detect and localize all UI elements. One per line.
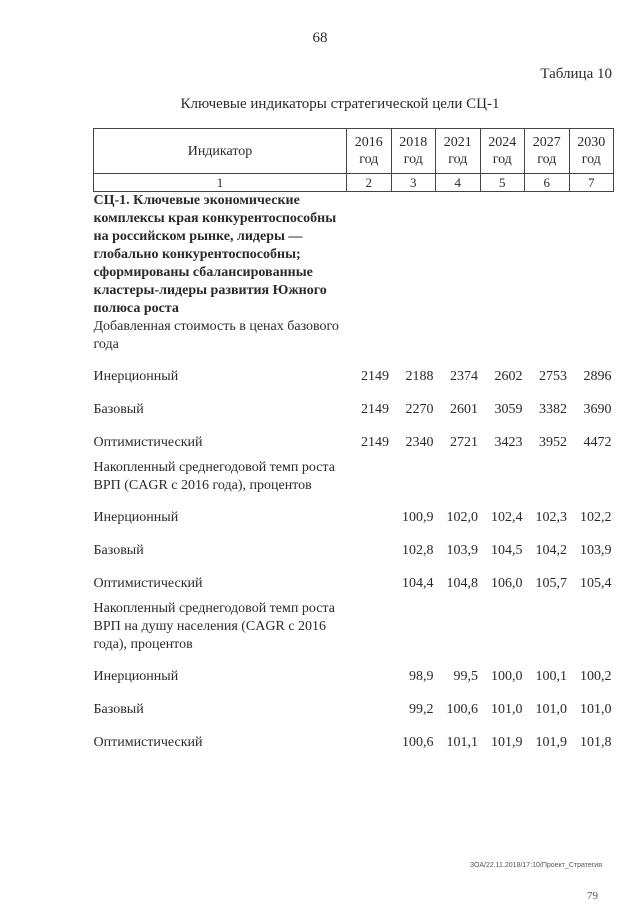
table-cell: 100,6: [446, 701, 478, 717]
indicators-table: [93, 128, 614, 759]
table-cell: 104,2: [535, 542, 567, 558]
table-cell: 2374: [450, 368, 478, 384]
section-title-row: [94, 600, 614, 654]
table-cell: 106,0: [491, 575, 523, 591]
table-cell: 2149: [361, 368, 389, 384]
table-cell: 3690: [583, 401, 612, 417]
scenario-label: Оптимистический: [93, 575, 203, 591]
table-cell: 102,8: [402, 542, 434, 558]
table-cell: 2602: [494, 368, 523, 384]
table-cell: 101,8: [580, 734, 612, 750]
column-number: 2: [347, 174, 392, 192]
table-cell: 105,4: [580, 575, 612, 591]
column-number: 4: [436, 174, 481, 192]
scenario-label: Инерционный: [93, 368, 179, 384]
header-year: 2030 год: [569, 129, 614, 174]
column-number: 7: [569, 174, 614, 192]
column-number: 1: [94, 174, 347, 192]
table-cell: 100,6: [402, 734, 434, 750]
table-cell: 98,9: [409, 668, 434, 684]
header-indicator: Индикатор: [94, 129, 347, 174]
table-title: Ключевые индикаторы стратегической цели СЦ-1: [180, 96, 500, 112]
table-row: [94, 660, 614, 693]
table-cell: 3059: [494, 401, 523, 417]
table-cell: 99,5: [453, 668, 478, 684]
table-cell: 100,1: [535, 668, 567, 684]
table-cell: 4472: [583, 434, 612, 450]
footer-stamp: ЗОА/22.11.2018/17:10/Проект_Стратегия: [469, 862, 602, 869]
corner-number: 79: [587, 890, 598, 902]
table-cell: 2270: [405, 401, 434, 417]
table-cell: 101,9: [491, 734, 523, 750]
scenario-label: Базовый: [93, 542, 144, 558]
table-cell: 100,2: [580, 668, 612, 684]
table-cell: 2896: [583, 368, 612, 384]
table-cell: 101,1: [446, 734, 478, 750]
header-year: 2018 год: [391, 129, 436, 174]
table-cell: 100,0: [491, 668, 523, 684]
table-cell: 104,8: [446, 575, 478, 591]
table-row: [94, 693, 614, 726]
section-title-row: [94, 459, 614, 495]
scenario-label: Базовый: [93, 701, 144, 717]
table-cell: 105,7: [535, 575, 567, 591]
table-cell: 102,4: [491, 509, 523, 525]
table-row: [94, 726, 614, 759]
section-title: Накопленный среднегодовой темп роста ВРП (CAGR с 2016 года), процентов: [93, 460, 335, 493]
table-cell: 103,9: [446, 542, 478, 558]
goal-row: [94, 192, 614, 319]
table-row: [94, 567, 614, 600]
table-cell: 102,2: [580, 509, 612, 525]
table-cell: 3382: [539, 401, 567, 417]
table-row: [94, 360, 614, 393]
header-year: 2024 год: [480, 129, 525, 174]
table-cell: 2149: [361, 401, 389, 417]
scenario-label: Оптимистический: [93, 434, 203, 450]
table-cell: 3423: [494, 434, 523, 450]
column-number-row: [94, 174, 614, 192]
scenario-label: Инерционный: [93, 509, 179, 525]
header-year: 2016 год: [347, 129, 392, 174]
table-cell: 2188: [405, 368, 434, 384]
header-row: [94, 129, 614, 174]
table-cell: [347, 693, 392, 726]
scenario-label: Базовый: [93, 401, 144, 417]
table-row: [94, 501, 614, 534]
table-cell: 3952: [539, 434, 567, 450]
table-cell: 2721: [450, 434, 478, 450]
table-cell: 2753: [539, 368, 567, 384]
header-year: 2027 год: [525, 129, 570, 174]
table-label: Таблица 10: [540, 66, 612, 82]
column-number: 5: [480, 174, 525, 192]
table-cell: 102,0: [446, 509, 478, 525]
table-cell: 103,9: [580, 542, 612, 558]
table-cell: [347, 567, 392, 600]
table-cell: 2601: [450, 401, 478, 417]
table-cell: 100,9: [402, 509, 434, 525]
goal-text: СЦ-1. Ключевые экономические комплексы края конкурентоспособны на российском рынке, лидеры — глобально конкурентоспособны; сформированы сбалансированные кластеры-лидеры развития Южного полюса роста: [93, 193, 337, 316]
table-cell: 101,9: [535, 734, 567, 750]
scenario-label: Оптимистический: [93, 734, 203, 750]
table-cell: 101,0: [580, 701, 612, 717]
table-cell: 101,0: [491, 701, 523, 717]
table-cell: 102,3: [535, 509, 567, 525]
section-title: Добавленная стоимость в ценах базового года: [93, 319, 339, 352]
table-cell: 99,2: [409, 701, 434, 717]
table-row: [94, 426, 614, 459]
column-number: 3: [391, 174, 436, 192]
table-cell: 2340: [405, 434, 434, 450]
column-number: 6: [525, 174, 570, 192]
table-cell: 104,5: [491, 542, 523, 558]
table-cell: 101,0: [535, 701, 567, 717]
page-number: 68: [312, 30, 328, 46]
table-cell: [347, 501, 392, 534]
table-row: [94, 393, 614, 426]
section-title-row: [94, 318, 614, 354]
table-row: [94, 534, 614, 567]
table-cell: 2149: [361, 434, 389, 450]
header-year: 2021 год: [436, 129, 481, 174]
scenario-label: Инерционный: [93, 668, 179, 684]
section-title: Накопленный среднегодовой темп роста ВРП на душу населения (CAGR с 2016 года), процентов: [93, 601, 335, 652]
table-cell: [347, 534, 392, 567]
table-cell: [347, 726, 392, 759]
table-cell: [347, 660, 392, 693]
table-cell: 104,4: [402, 575, 434, 591]
